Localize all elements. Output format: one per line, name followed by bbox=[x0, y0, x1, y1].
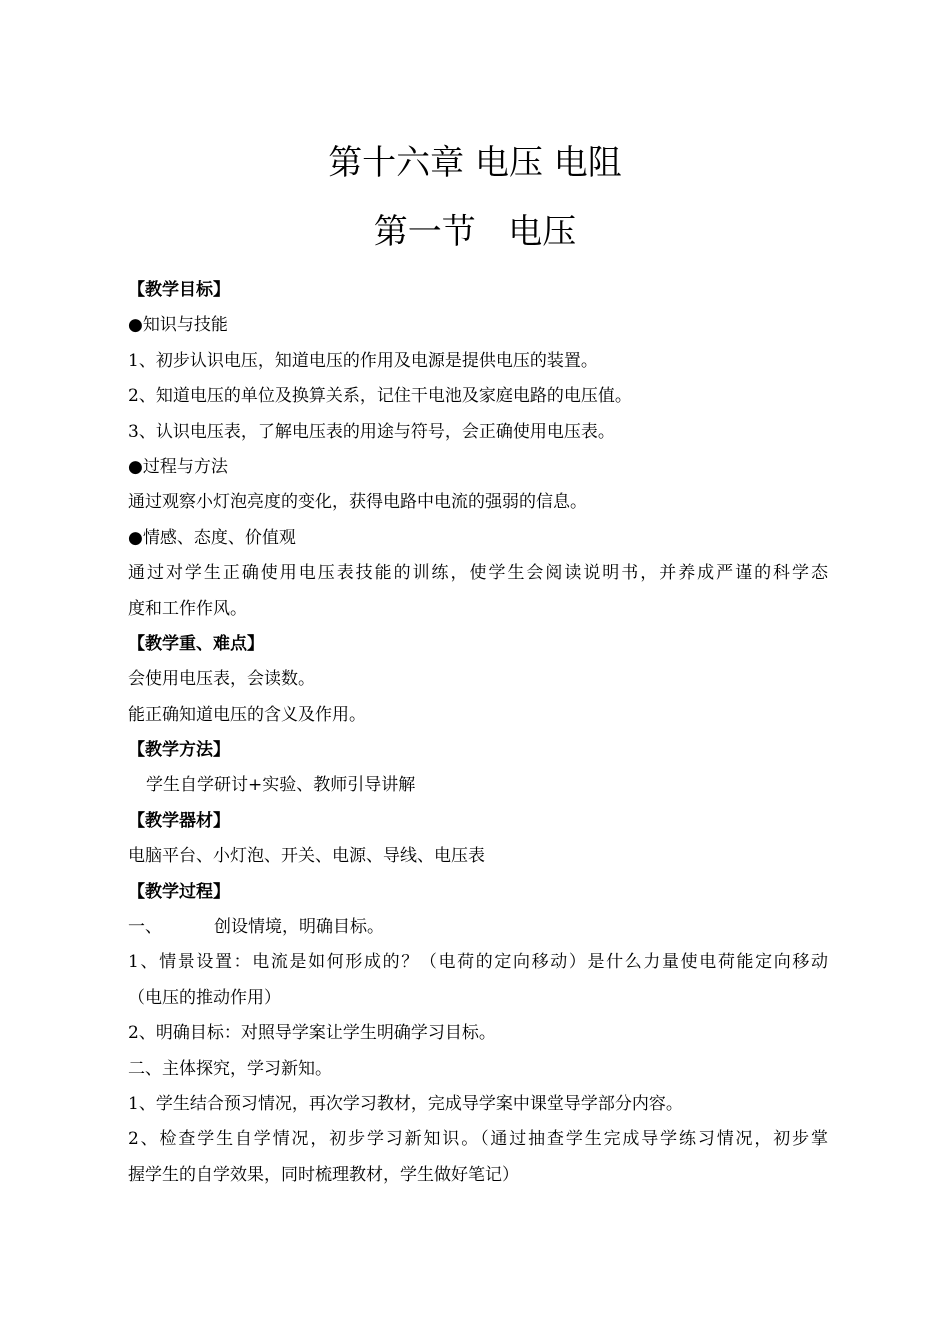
knowledge-item: 2、知道电压的单位及换算关系，记住干电池及家庭电路的电压值。 bbox=[128, 386, 632, 407]
process-steps-heading: 【教学过程】 bbox=[128, 881, 230, 902]
process-text: 通过观察小灯泡亮度的变化，获得电路中电流的强弱的信息。 bbox=[128, 492, 587, 513]
emotion-text-cont: 度和工作作风。 bbox=[128, 598, 247, 619]
step-one bbox=[128, 910, 828, 945]
step-two-item: 1、学生结合预习情况，再次学习教材，完成导学案中课堂导学部分内容。 bbox=[128, 1093, 683, 1114]
emotion-text: 通过对学生正确使用电压表技能的训练，使学生会阅读说明书，并养成严谨的科学态 bbox=[128, 563, 828, 584]
key-points-heading: 【教学重、难点】 bbox=[128, 633, 264, 654]
knowledge-item: 1、初步认识电压，知道电压的作用及电源是提供电压的装置。 bbox=[128, 350, 598, 371]
equipment-text: 电脑平台、小灯泡、开关、电源、导线、电压表 bbox=[128, 846, 485, 867]
methods-text: 学生自学研讨+实验、教师引导讲解 bbox=[146, 775, 416, 796]
methods-heading: 【教学方法】 bbox=[128, 740, 230, 761]
equipment-heading: 【教学器材】 bbox=[128, 810, 230, 831]
section-title: 第一节 电压 bbox=[373, 212, 577, 252]
step-two-item-cont: 握学生的自学效果，同时梳理教材，学生做好笔记） bbox=[128, 1164, 519, 1185]
step-one-item: 1、情景设置：电流是如何形成的？（电荷的定向移动）是什么力量使电荷能定向移动 bbox=[128, 952, 828, 973]
step-one-item: 2、明确目标：对照导学案让学生明确学习目标。 bbox=[128, 1023, 496, 1044]
key-point-item: 会使用电压表，会读数。 bbox=[128, 669, 315, 690]
step-one-text: 创设情境，明确目标。 bbox=[214, 917, 384, 938]
goals-heading: 【教学目标】 bbox=[128, 280, 230, 300]
step-two-item: 2、检查学生自学情况，初步学习新知识。（通过抽查学生完成导学练习情况，初步掌 bbox=[128, 1129, 828, 1150]
chapter-title: 第十六章 电压 电阻 bbox=[328, 143, 622, 183]
emotion-heading: ●情感、态度、价值观 bbox=[128, 527, 296, 548]
knowledge-item: 3、认识电压表，了解电压表的用途与符号，会正确使用电压表。 bbox=[128, 421, 615, 442]
key-point-item: 能正确知道电压的含义及作用。 bbox=[128, 704, 366, 725]
step-two: 二、主体探究，学习新知。 bbox=[128, 1058, 332, 1079]
step-one-number: 一、 bbox=[128, 917, 162, 938]
knowledge-heading: ●知识与技能 bbox=[128, 315, 228, 336]
document-body bbox=[128, 273, 828, 1193]
process-heading: ●过程与方法 bbox=[128, 456, 228, 477]
step-one-item-cont: （电压的推动作用） bbox=[128, 987, 281, 1008]
